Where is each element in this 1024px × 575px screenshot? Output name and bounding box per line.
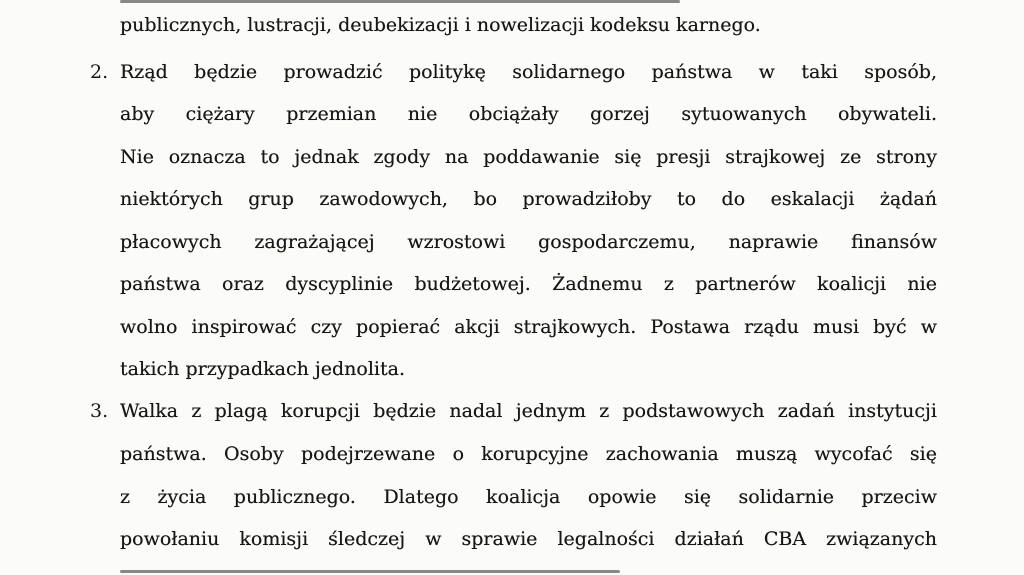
paragraph-3-line-1: Walka z plagą korupcji będzie nadal jednym z podstawowych zadań instytucji <box>120 400 937 422</box>
paragraph-2-line-4: niektórych grup zawodowych, bo prowadziłoby to do eskalacji żądań <box>120 188 937 210</box>
paragraph-2-line-6: państwa oraz dyscyplinie budżetowej. Żadnemu z partnerów koalicji nie <box>120 273 937 295</box>
paragraph-2-line-8: takich przypadkach jednolita. <box>120 358 405 380</box>
paragraph-1-line-1: publicznych, lustracji, deubekizacji i nowelizacji kodeksu karnego. <box>120 14 761 36</box>
paragraph-2-line-7: wolno inspirować czy popierać akcji strajkowych. Postawa rządu musi być w <box>120 316 937 338</box>
paragraph-2-line-1: Rząd będzie prowadzić politykę solidarnego państwa w taki sposób, <box>120 61 937 83</box>
paragraph-3-line-3: z życia publicznego. Dlatego koalicja opowie się solidarnie przeciw <box>120 486 937 508</box>
paragraph-2-number: 2. <box>90 61 109 83</box>
paragraph-3-line-4: powołaniu komisji śledczej w sprawie legalności działań CBA związanych <box>120 528 937 550</box>
paragraph-3-line-2: państwa. Osoby podejrzewane o korupcyjne zachowania muszą wycofać się <box>120 443 937 465</box>
paragraph-2-line-3: Nie oznacza to jednak zgody na poddawanie się presji strajkowej ze strony <box>120 146 937 168</box>
paragraph-2-line-2: aby ciężary przemian nie obciążały gorzej sytuowanych obywateli. <box>120 103 937 125</box>
paragraph-3-number: 3. <box>90 400 109 422</box>
cropped-text-bottom <box>120 570 620 573</box>
paragraph-2-line-5: płacowych zagrażającej wzrostowi gospodarczemu, naprawie finansów <box>120 231 937 253</box>
cropped-text-top <box>120 0 680 3</box>
